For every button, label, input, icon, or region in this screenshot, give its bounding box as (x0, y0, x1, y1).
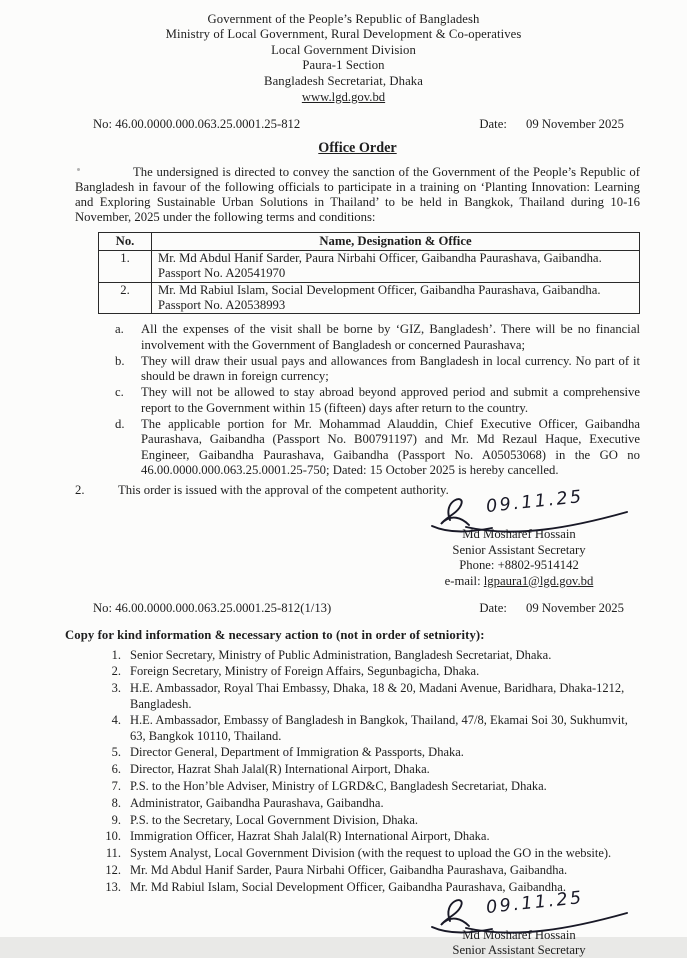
memo-number-1 (93, 117, 300, 132)
copy-list-item: Administrator, Gaibandha Paurashava, Gaibandha. (130, 795, 384, 810)
website-row (0, 90, 687, 105)
handwritten-date: 09.11.25 (485, 487, 585, 518)
terms-list (115, 322, 640, 478)
phone-value: +8802-9514142 (497, 558, 579, 573)
letterhead-line-ministry: Ministry of Local Government, Rural Development & Co-operatives (165, 27, 522, 42)
email-label: e-mail: (444, 573, 481, 588)
copy-list-item: Mr. Md Rabiul Islam, Social Development Officer, Gaibandha Paurashava, Gaibandha. (130, 879, 566, 894)
website-link[interactable]: www.lgd.gov.bd (301, 89, 386, 104)
clause-2-text: This order is issued with the approval of the competent authority. (118, 483, 449, 498)
letterhead-line-division: Local Government Division (271, 42, 416, 57)
official-cell (152, 251, 640, 283)
letterhead-line-section: Paura-1 Section (302, 58, 385, 73)
date-label: Date: (479, 116, 507, 131)
copy-list-item: System Analyst, Local Government Division (with the request to upload the GO in the website). (130, 846, 612, 861)
phone-label: Phone: (459, 558, 495, 573)
officials-table (98, 232, 640, 314)
letterhead-line-secretariat: Bangladesh Secretariat, Dhaka (264, 73, 423, 88)
term-text: They will draw their usual pays and allowances from Bangladesh in local currency. No part of it should be drawn in foreign currency; (141, 353, 640, 384)
memo-number-2 (93, 601, 331, 616)
copy-list-item: H.E. Ambassador, Embassy of Bangladesh in Bangkok, Thailand, 47/8, Ekamai Soi 30, Sukhumvit, 63, Bangkok 10110, Thailand. (130, 713, 628, 743)
table-header-name: Name, Designation & Office (152, 232, 640, 250)
scan-artifact-dot (77, 168, 80, 171)
term-item-d (115, 417, 640, 478)
document-body (0, 117, 687, 958)
intro-paragraph: The undersigned is directed to convey the sanction of the Government of the People’s Republic of Bangladesh in favour of the following officials to participate in a training on ‘Planting Innovation: Learning and Exploring Sustainable Urban Solutions in Thailand’ to be held in Bangkok, Thailand during 10-16 November, 2025 under the following terms and conditions: (75, 164, 640, 225)
date-value: 09 November 2025 (526, 601, 624, 616)
official-passport-line: Passport No. A20541970 (158, 266, 286, 281)
term-item-b (115, 354, 640, 385)
signatory-designation: Senior Assistant Secretary (452, 542, 586, 557)
signatory-name: Md Mosharef Hossain (462, 927, 576, 942)
date-value: 09 November 2025 (526, 116, 624, 131)
handwritten-signature-2 (394, 887, 644, 928)
table-header-no: No. (99, 232, 152, 250)
memo-number-label: No: (93, 116, 113, 131)
signature-block-1 (394, 487, 644, 589)
letterhead-line-government: Government of the People’s Republic of Bangladesh (207, 12, 480, 26)
email-link[interactable]: lgpaura1@lgd.gov.bd (483, 573, 594, 588)
memo-date-1 (479, 117, 624, 132)
copy-list-item: Immigration Officer, Hazrat Shah Jalal(R) International Airport, Dhaka. (130, 829, 490, 844)
copy-distribution-heading: Copy for kind information & necessary action to (not in order of setniority): (65, 628, 485, 643)
letterhead (0, 0, 687, 105)
official-name-line: Mr. Md Abdul Hanif Sarder, Paura Nirbahi Officer, Gaibandha Paurashava, Gaibandha. (158, 251, 602, 266)
table-row (99, 282, 640, 314)
row-number: 1. (99, 251, 152, 283)
copy-distribution-list (75, 648, 640, 895)
signatory-designation: Senior Assistant Secretary (452, 943, 586, 958)
signatory-email (394, 574, 644, 589)
table-header-row (99, 232, 640, 250)
official-cell (152, 282, 640, 314)
term-text: All the expenses of the visit shall be borne by ‘GIZ, Bangladesh’. There will be no financial involvement with the Government of Bangladesh or concerned Paurashava; (141, 322, 640, 352)
official-passport-line: Passport No. A20538993 (158, 297, 286, 312)
term-text: They will not be allowed to stay abroad beyond approved period and submit a comprehensive report to the Government within 15 (fifteen) days after return to the country. (141, 385, 640, 415)
copy-list-item: Director General, Department of Immigration & Passports, Dhaka. (130, 745, 464, 760)
copy-list-item: Mr. Md Abdul Hanif Sarder, Paura Nirbahi Officer, Gaibandha Paurashava, Gaibandha. (130, 863, 568, 878)
official-name-line: Mr. Md Rabiul Islam, Social Development Officer, Gaibandha Paurashava, Gaibandha. (158, 282, 601, 297)
reference-row-1 (93, 117, 624, 132)
document-title: Office Order (318, 140, 397, 157)
term-item-c (115, 385, 640, 416)
memo-number-value: 46.00.0000.000.063.25.0001.25-812 (115, 116, 301, 131)
copy-list-item: H.E. Ambassador, Royal Thai Embassy, Dhaka, 18 & 20, Madani Avenue, Baridhara, Dhaka-1212, Bangladesh. (130, 681, 625, 711)
signatory-phone (394, 558, 644, 573)
table-row (99, 251, 640, 283)
copy-list-item: Foreign Secretary, Ministry of Foreign Affairs, Segunbagicha, Dhaka. (130, 664, 480, 679)
term-label: d. (115, 416, 125, 431)
memo-date-2 (479, 601, 624, 616)
handwritten-date: 09.11.25 (485, 887, 585, 918)
row-number: 2. (99, 282, 152, 314)
memo-number-value: 46.00.0000.000.063.25.0001.25-812(1/13) (115, 601, 332, 616)
signatory-name: Md Mosharef Hossain (462, 527, 576, 542)
copy-list-item: P.S. to the Hon’ble Adviser, Ministry of LGRD&C, Bangladesh Secretariat, Dhaka. (130, 779, 547, 794)
clause-2-number: 2. (75, 483, 85, 498)
copy-list-item: P.S. to the Secretary, Local Government Division, Dhaka. (130, 812, 419, 827)
term-label: b. (115, 353, 125, 368)
term-label: a. (115, 322, 124, 337)
handwritten-signature-1 (394, 487, 644, 527)
copy-list-item: Senior Secretary, Ministry of Public Administration, Bangladesh Secretariat, Dhaka. (130, 647, 552, 662)
term-item-a (115, 322, 640, 353)
date-label: Date: (479, 601, 507, 616)
term-text: The applicable portion for Mr. Mohammad Alauddin, Chief Executive Officer, Gaibandha Paurashava, Gaibandha (Passport No. B00791197) and Mr. Md Rezaul Haque, Executive Engineer, Gaibandha Paurashava, Gaibandha (Passport No. A05053068) in the GO no 46.00.0000.000.063.25.0001.25-750; Dated: 15 October 2025 is hereby cancelled. (141, 416, 640, 477)
term-label: c. (115, 385, 124, 400)
memo-number-label: No: (93, 601, 113, 616)
copy-list-item: Director, Hazrat Shah Jalal(R) International Airport, Dhaka. (130, 762, 430, 777)
reference-row-2 (93, 601, 624, 616)
signature-block-2 (394, 887, 644, 958)
